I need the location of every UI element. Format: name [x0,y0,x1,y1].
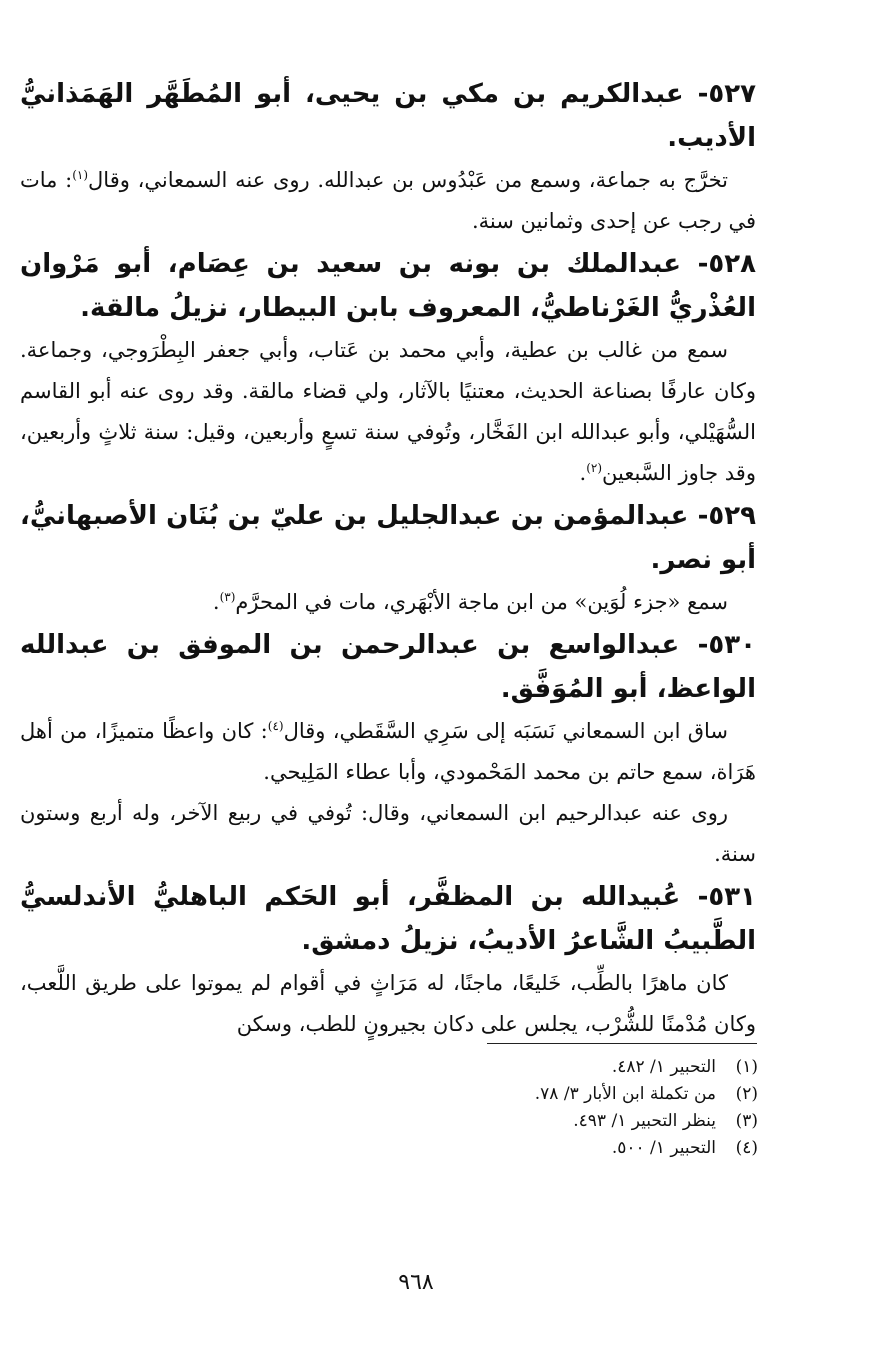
entry-heading-528: ٥٢٨- عبدالملك بن بونه بن سعيد بن عِصَام، أبو مَرْوان العُذْريُّ الغَرْناطيُّ، المعروف بابن البيطار، نزيلُ مالقة. [20,249,756,323]
footnote-ref-2: (٢) [586,461,603,475]
footnote-divider [487,1043,757,1044]
entry-heading-530: ٥٣٠- عبدالواسع بن عبدالرحمن بن الموفق بن عبدالله الواعظ، أبو المُوَفَّق. [20,630,756,704]
paragraph-text: ساق ابن السمعاني نَسَبَه إلى سَرِي السَّقَطي، وقال [283,719,728,743]
footnote-number: (٣) [735,1111,758,1131]
entry-paragraph-529 [20,582,756,623]
main-text [20,72,756,1045]
entry-paragraph-530 [20,711,756,793]
footnote-ref-4: (٤) [267,719,284,733]
footnote-text: التحبير ١/ ٥٠٠. [611,1138,716,1158]
page-number: ٩٦٨ [398,1270,434,1295]
footnotes [360,1054,758,1162]
paragraph-text-cont: . [212,590,220,614]
paragraph-text-cont: : مات في رجب عن إحدى وثمانين سنة. [20,168,756,233]
entry-heading-529: ٥٢٩- عبدالمؤمن بن عبدالجليل بن عليّ بن بُنَان الأصبهانيُّ، أبو نصر. [20,501,756,575]
footnote-text: من تكملة ابن الأبار ٣/ ٧٨. [534,1084,716,1104]
footnote-ref-3: (٣) [219,590,236,604]
entry-heading-527: ٥٢٧- عبدالكريم بن مكي بن يحيى، أبو المُطَهَّر الهَمَذانيُّ الأديب. [20,79,756,153]
paragraph-text-cont: : كان واعظًا متميزًا، من أهل هَرَاة، سمع حاتم بن محمد المَحْمودي، وأبا عطاء المَلِيحي. [20,719,756,784]
footnote-1 [360,1054,758,1081]
footnote-ref-1: (١) [72,168,89,182]
footnote-number: (٤) [735,1138,758,1158]
footnote-3 [360,1108,758,1135]
entry-paragraph-527 [20,160,756,242]
entry-heading-531: ٥٣١- عُبيدالله بن المظفَّر، أبو الحَكم الباهليُّ الأندلسيُّ الطَّبيبُ الشَّاعرُ الأديبُ، نزيلُ دمشق. [20,882,756,956]
entry-paragraph-528 [20,330,756,494]
footnote-text: التحبير ١/ ٤٨٢. [611,1057,716,1077]
footnote-number: (١) [735,1057,758,1077]
entry-paragraph-531 [20,963,756,1045]
paragraph-text: سمع من غالب بن عطية، وأبي محمد بن عَتاب، وأبي جعفر البِطْرَوجي، وجماعة. وكان عارفًا بصناعة الحديث، معتنيًا بالآثار، ولي قضاء مالقة. وقد روى عنه أبو القاسم السُّهَيْلي، وأبو عبدالله ابن الفَخَّار، وتُوفي سنة تسعٍ وأربعين، وقيل: سنة ثلاثٍ وأربعين، وقد جاوز السَّبعين [20,338,756,485]
footnote-2 [360,1081,758,1108]
footnote-number: (٢) [735,1084,758,1104]
paragraph-text-cont: . [579,461,587,485]
footnote-text: ينظر التحبير ١/ ٤٩٣. [573,1111,716,1131]
paragraph-text: سمع «جزء لُوَين» من ابن ماجة الأبْهَري، مات في المحرَّم [235,590,728,614]
footnote-4 [360,1135,758,1162]
paragraph-text: روى عنه عبدالرحيم ابن السمعاني، وقال: تُوفي في ربيع الآخر، وله أربع وستون سنة. [20,801,756,866]
paragraph-text: تخرَّج به جماعة، وسمع من عَبْدُوس بن عبدالله. روى عنه السمعاني، وقال [88,168,728,192]
entry-paragraph-530-b [20,793,756,875]
paragraph-text: كان ماهرًا بالطِّب، خَليعًا، ماجنًا، له مَرَاثٍ في أقوام لم يموتوا على طريق اللَّعب، وكان مُدْمنًا للشُّرْب، يجلس على دكان بجيرونٍ للطب، وسكن [20,971,756,1036]
